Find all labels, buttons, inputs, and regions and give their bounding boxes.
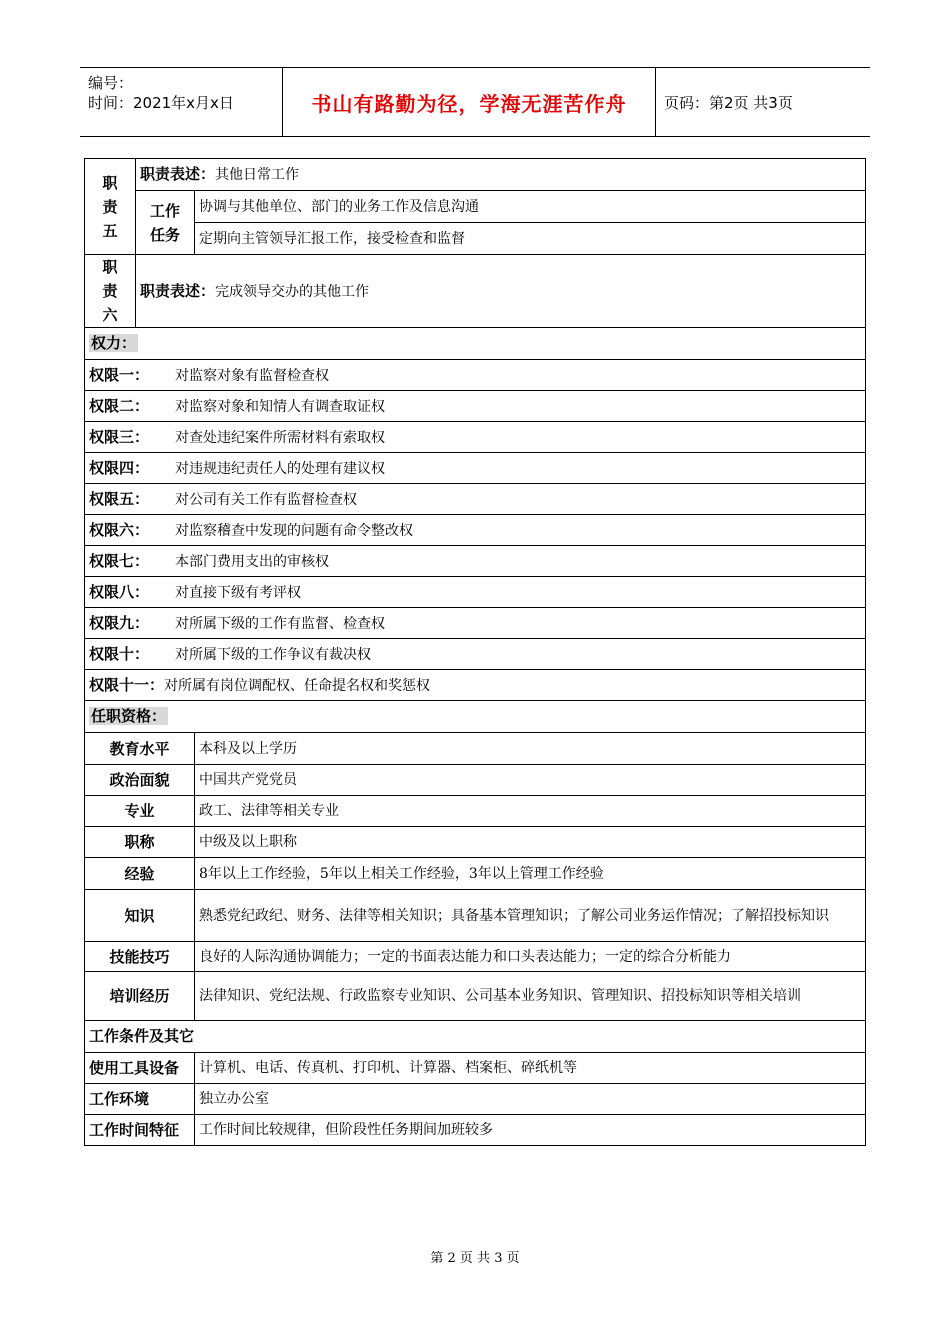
qualification-row [85, 733, 866, 765]
duty5-task-label: 工作 任务 [136, 191, 195, 255]
qualification-text: 熟悉党纪政纪、财务、法律等相关知识；具备基本管理知识；了解公司业务运作情况；了解招投标知识 [195, 890, 866, 942]
power-row [85, 515, 866, 546]
qualification-row [85, 890, 866, 942]
number-label: 编号： [88, 74, 134, 92]
power-text: 对监察对象和知情人有调查取证权 [175, 398, 385, 415]
power-cell [85, 453, 866, 484]
qualification-row [85, 765, 866, 796]
duty6-title: 职 责 六 [85, 255, 136, 328]
page-indicator: 页码：第2页 共3页 [664, 93, 793, 112]
condition-text: 计算机、电话、传真机、打印机、计算器、档案柜、碎纸机等 [195, 1053, 866, 1084]
qualification-label: 知识 [85, 890, 195, 942]
qualification-text: 法律知识、党纪法规、行政监察专业知识、公司基本业务知识、管理知识、招投标知识等相关培训 [195, 972, 866, 1021]
power-cell [85, 639, 866, 670]
header-motto-cell [282, 68, 656, 136]
power-cell [85, 484, 866, 515]
power-text: 对查处违纪案件所需材料有索取权 [175, 429, 385, 446]
qualification-text: 中级及以上职称 [195, 827, 866, 858]
page-header [80, 67, 870, 137]
qualification-row [85, 858, 866, 890]
qualification-label: 技能技巧 [85, 942, 195, 972]
duty5-task-row [85, 191, 866, 223]
power-text: 对所属下级的工作争议有裁决权 [175, 646, 371, 663]
power-text: 对直接下级有考评权 [175, 584, 301, 601]
conditions-heading-cell [85, 1021, 866, 1053]
power-row [85, 670, 866, 701]
power-label: 权限十一： [89, 675, 165, 694]
power-row [85, 546, 866, 577]
duty5-title: 职 责 五 [85, 159, 136, 255]
qualification-label: 教育水平 [85, 733, 195, 765]
qualification-text: 良好的人际沟通协调能力；一定的书面表达能力和口头表达能力；一定的综合分析能力 [195, 942, 866, 972]
condition-label: 使用工具设备 [85, 1053, 195, 1084]
power-cell [85, 608, 866, 639]
qualification-label: 政治面貌 [85, 765, 195, 796]
duty6-row [85, 255, 866, 328]
power-cell [85, 670, 866, 701]
qualification-label: 经验 [85, 858, 195, 890]
page-footer: 第 2 页 共 3 页 [430, 1251, 520, 1266]
qualification-label: 培训经历 [85, 972, 195, 1021]
header-meta [80, 68, 282, 136]
power-text: 对违规违纪责任人的处理有建议权 [175, 460, 385, 477]
power-label: 权限二： [89, 396, 150, 415]
powers-heading-cell [85, 328, 866, 360]
duty6-desc-cell [136, 255, 866, 328]
power-row [85, 422, 866, 453]
power-cell [85, 546, 866, 577]
power-label: 权限一： [89, 365, 150, 384]
duty6-desc: 完成领导交办的其他工作 [215, 283, 370, 300]
power-row [85, 391, 866, 422]
duty5-task-row [85, 223, 866, 255]
power-label: 权限十： [89, 644, 150, 663]
power-text: 对所属下级的工作有监督、检查权 [175, 615, 385, 632]
power-cell [85, 391, 866, 422]
qualification-row [85, 972, 866, 1021]
conditions-heading-row [85, 1021, 866, 1053]
power-text: 对监察稽查中发现的问题有命令整改权 [175, 522, 413, 539]
duty5-desc-label: 职责表述： [140, 165, 216, 183]
power-row [85, 639, 866, 670]
motto: 书山有路勤为径，学海无涯苦作舟 [311, 91, 627, 116]
conditions-heading: 工作条件及其它 [89, 1027, 195, 1045]
duty6-desc-label: 职责表述： [140, 281, 216, 300]
qualification-text: 政工、法律等相关专业 [195, 796, 866, 827]
power-cell [85, 577, 866, 608]
qualification-text: 本科及以上学历 [195, 733, 866, 765]
qualification-row [85, 942, 866, 972]
condition-label: 工作环境 [85, 1084, 195, 1115]
power-label: 权限五： [89, 489, 150, 508]
power-label: 权限八： [89, 582, 150, 601]
qualification-text: 中国共产党党员 [195, 765, 866, 796]
power-label: 权限九： [89, 613, 150, 632]
condition-row [85, 1115, 866, 1146]
power-row [85, 608, 866, 639]
duty5-desc-cell [136, 159, 866, 191]
qualifications-heading-cell [85, 701, 866, 733]
duty5-desc-row [85, 159, 866, 191]
powers-heading: 权力： [91, 334, 137, 352]
qualification-row [85, 796, 866, 827]
power-row [85, 360, 866, 391]
power-label: 权限七： [89, 551, 150, 570]
duty5-task-2: 定期向主管领导汇报工作，接受检查和监督 [195, 223, 866, 255]
condition-text: 工作时间比较规律，但阶段性任务期间加班较多 [195, 1115, 866, 1146]
power-cell [85, 360, 866, 391]
duty5-task-1: 协调与其他单位、部门的业务工作及信息沟通 [195, 191, 866, 223]
power-text: 本部门费用支出的审核权 [175, 553, 329, 570]
power-label: 权限三： [89, 427, 150, 446]
condition-text: 独立办公室 [195, 1084, 866, 1115]
power-cell [85, 422, 866, 453]
power-row [85, 577, 866, 608]
job-description-table [84, 158, 866, 1146]
power-cell [85, 515, 866, 546]
power-label: 权限四： [89, 458, 150, 477]
condition-label: 工作时间特征 [85, 1115, 195, 1146]
condition-row [85, 1053, 866, 1084]
time-label: 时间：2021年x月x日 [88, 94, 234, 112]
qualification-label: 专业 [85, 796, 195, 827]
power-text: 对所属有岗位调配权、任命提名权和奖惩权 [164, 677, 431, 694]
power-text: 对监察对象有监督检查权 [175, 367, 329, 384]
power-label: 权限六： [89, 520, 150, 539]
qualification-label: 职称 [85, 827, 195, 858]
qualifications-heading-row [85, 701, 866, 733]
qualifications-heading: 任职资格： [91, 707, 167, 725]
power-text: 对公司有关工作有监督检查权 [175, 491, 357, 508]
qualification-row [85, 827, 866, 858]
condition-row [85, 1084, 866, 1115]
qualification-text: 8年以上工作经验，5年以上相关工作经验，3年以上管理工作经验 [195, 858, 866, 890]
duty5-desc: 其他日常工作 [215, 167, 300, 183]
power-row [85, 484, 866, 515]
powers-heading-row [85, 328, 866, 360]
power-row [85, 453, 866, 484]
